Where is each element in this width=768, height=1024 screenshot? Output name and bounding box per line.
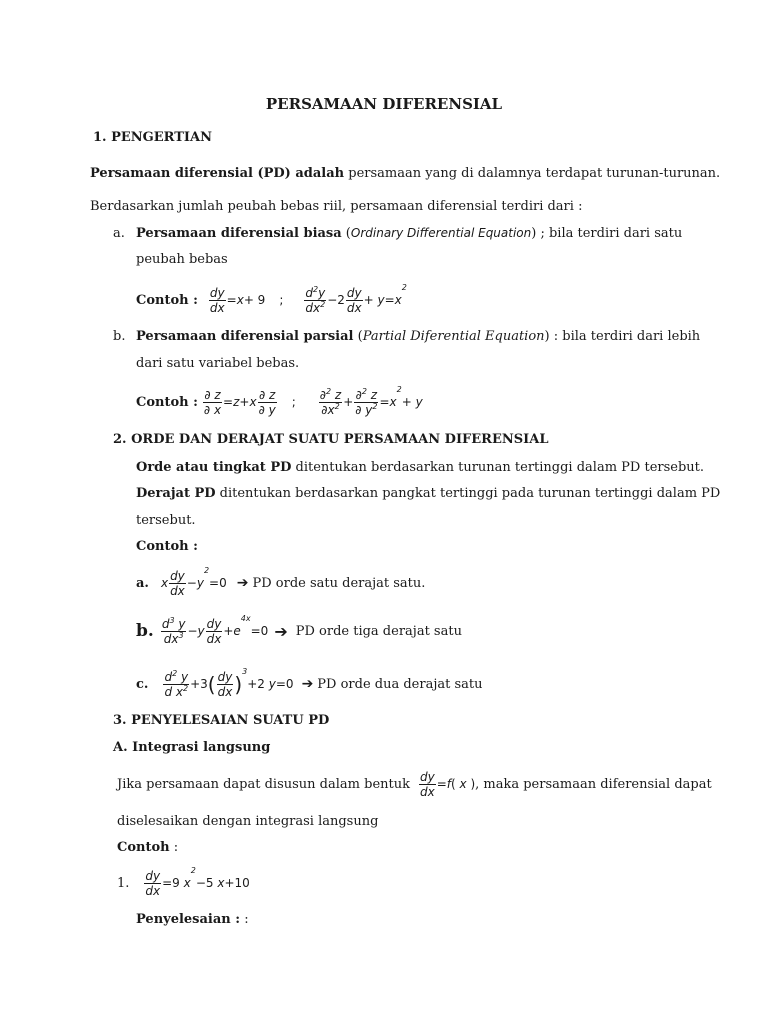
classification-intro: Berdasarkan jumlah peubah bebas riil, persamaan diferensial terdiri dari :	[90, 199, 583, 214]
example-a-result: PD orde satu derajat satu.	[252, 575, 426, 591]
ode-description: ) ; bila terdiri dari satu	[531, 226, 683, 241]
item-b-marker: b.	[113, 329, 126, 344]
pde-description: ) : bila terdiri dari lebih	[544, 329, 701, 344]
ode-contoh-label: Contoh :	[136, 292, 198, 308]
direct-integration-line2: diselesaikan dengan integrasi langsung	[117, 814, 379, 829]
pde-term: Persamaan diferensial parsial	[136, 329, 354, 344]
example-a-marker: a.	[136, 575, 149, 591]
derajat-line2: tersebut.	[136, 513, 196, 528]
example-1-row	[117, 864, 250, 902]
derajat-definition: ditentukan berdasarkan pangkat tertinggi pada turunan tertinggi dalam PD	[215, 486, 721, 501]
section-2-heading: 2. ORDE DAN DERAJAT SUATU PERSAMAAN DIFERENSIAL	[113, 432, 549, 447]
implies-arrow-icon: ➔	[274, 621, 288, 641]
ode-example-1: $\frac{dy}{dx}$ =x+ 9	[209, 285, 266, 315]
ode-example-row	[136, 282, 407, 318]
item-b-text	[136, 329, 700, 344]
derajat-paragraph	[136, 486, 720, 501]
example-c-marker: c.	[136, 676, 149, 692]
order-example-c	[136, 662, 483, 706]
form-equation: $\frac{dy}{dx}$ =f( x )	[420, 769, 476, 799]
ode-term: Persamaan diferensial biasa	[136, 226, 342, 241]
separator: ;	[279, 293, 284, 307]
pde-english-term: Partial Diferential Equation	[362, 329, 545, 344]
section-3-contoh-colon: :	[169, 840, 179, 855]
separator: ;	[291, 395, 296, 409]
example-c-result: PD orde dua derajat satu	[317, 676, 483, 692]
pde-example-row	[136, 383, 423, 421]
example-b-result: PD orde tiga derajat satu	[295, 623, 462, 639]
derajat-term: Derajat PD	[136, 486, 216, 501]
section-3-contoh	[117, 840, 178, 855]
section-2-contoh-label: Contoh :	[136, 539, 198, 554]
pde-example-2: $\frac{\partial^2 z}{\partial x^2}$ + $\frac{\partial^2 z}{\partial y^2}$ $=x^2+ y$	[319, 384, 423, 417]
ode-example-2: $\frac{d^2y}{dx^2}$ −2 $\frac{dy}{dx}$ + $y=x^2$	[305, 282, 407, 315]
example-a-equation: x $\frac{dy}{dx}$ $-y^2=0$	[160, 565, 227, 598]
implies-arrow-icon: ➔	[236, 575, 249, 591]
paragraph-tail: , maka persamaan diferensial dapat	[475, 776, 712, 792]
orde-paragraph	[136, 460, 704, 475]
item-a-line2: peubah bebas	[136, 252, 228, 267]
penyelesaian-tail: :	[240, 912, 249, 927]
definition-text: persamaan yang di dalamnya terdapat turunan-turunan.	[344, 166, 721, 181]
paragraph-lead: Jika persamaan dapat disusun dalam bentuk	[117, 776, 410, 792]
orde-definition: ditentukan berdasarkan turunan tertinggi dalam PD tersebut.	[291, 460, 705, 475]
order-example-b	[136, 612, 462, 650]
section-3-contoh-label: Contoh	[117, 840, 170, 855]
example-b-equation: $\frac{d^3 y}{dx^3}$ −y $\frac{dy}{dx}$ $+e^{4x}=0$	[161, 613, 269, 646]
definition-paragraph	[90, 166, 720, 181]
example-1-equation: $\frac{dy}{dx}$ =9 $x^2-5$ x+10	[145, 865, 250, 898]
item-a-text	[136, 226, 682, 241]
page-title: PERSAMAAN DIFERENSIAL	[265, 95, 503, 113]
subsection-a-heading: A. Integrasi langsung	[113, 740, 271, 755]
direct-integration-paragraph	[117, 766, 712, 802]
definition-term: Persamaan diferensial (PD) adalah	[90, 166, 345, 181]
example-b-marker: b.	[136, 621, 154, 641]
ode-open-paren: (	[341, 226, 351, 241]
pde-example-1: $\frac{\partial z}{\partial x}$ =z+x $\frac{\partial z}{\partial y}$	[203, 387, 276, 417]
pde-open-paren: (	[353, 329, 363, 344]
example-c-equation: $\frac{d^2 y}{d x^2}$ +3( $\frac{dy}{dx}$ )$^3$+2 y=0	[164, 666, 294, 699]
penyelesaian-label: Penyelesaian :	[136, 912, 241, 927]
penyelesaian-row	[136, 912, 249, 927]
item-a-marker: a.	[113, 226, 125, 241]
section-1-heading: 1. PENGERTIAN	[93, 130, 212, 145]
ode-english-term: Ordinary Differential Equation	[350, 226, 532, 240]
section-3-heading: 3. PENYELESAIAN SUATU PD	[113, 713, 330, 728]
item-b-line2: dari satu variabel bebas.	[136, 356, 300, 371]
order-example-a	[136, 565, 425, 601]
example-1-marker: 1.	[117, 875, 130, 891]
implies-arrow-icon: ➔	[301, 676, 314, 692]
orde-term: Orde atau tingkat PD	[136, 460, 292, 475]
pde-contoh-label: Contoh :	[136, 394, 198, 410]
